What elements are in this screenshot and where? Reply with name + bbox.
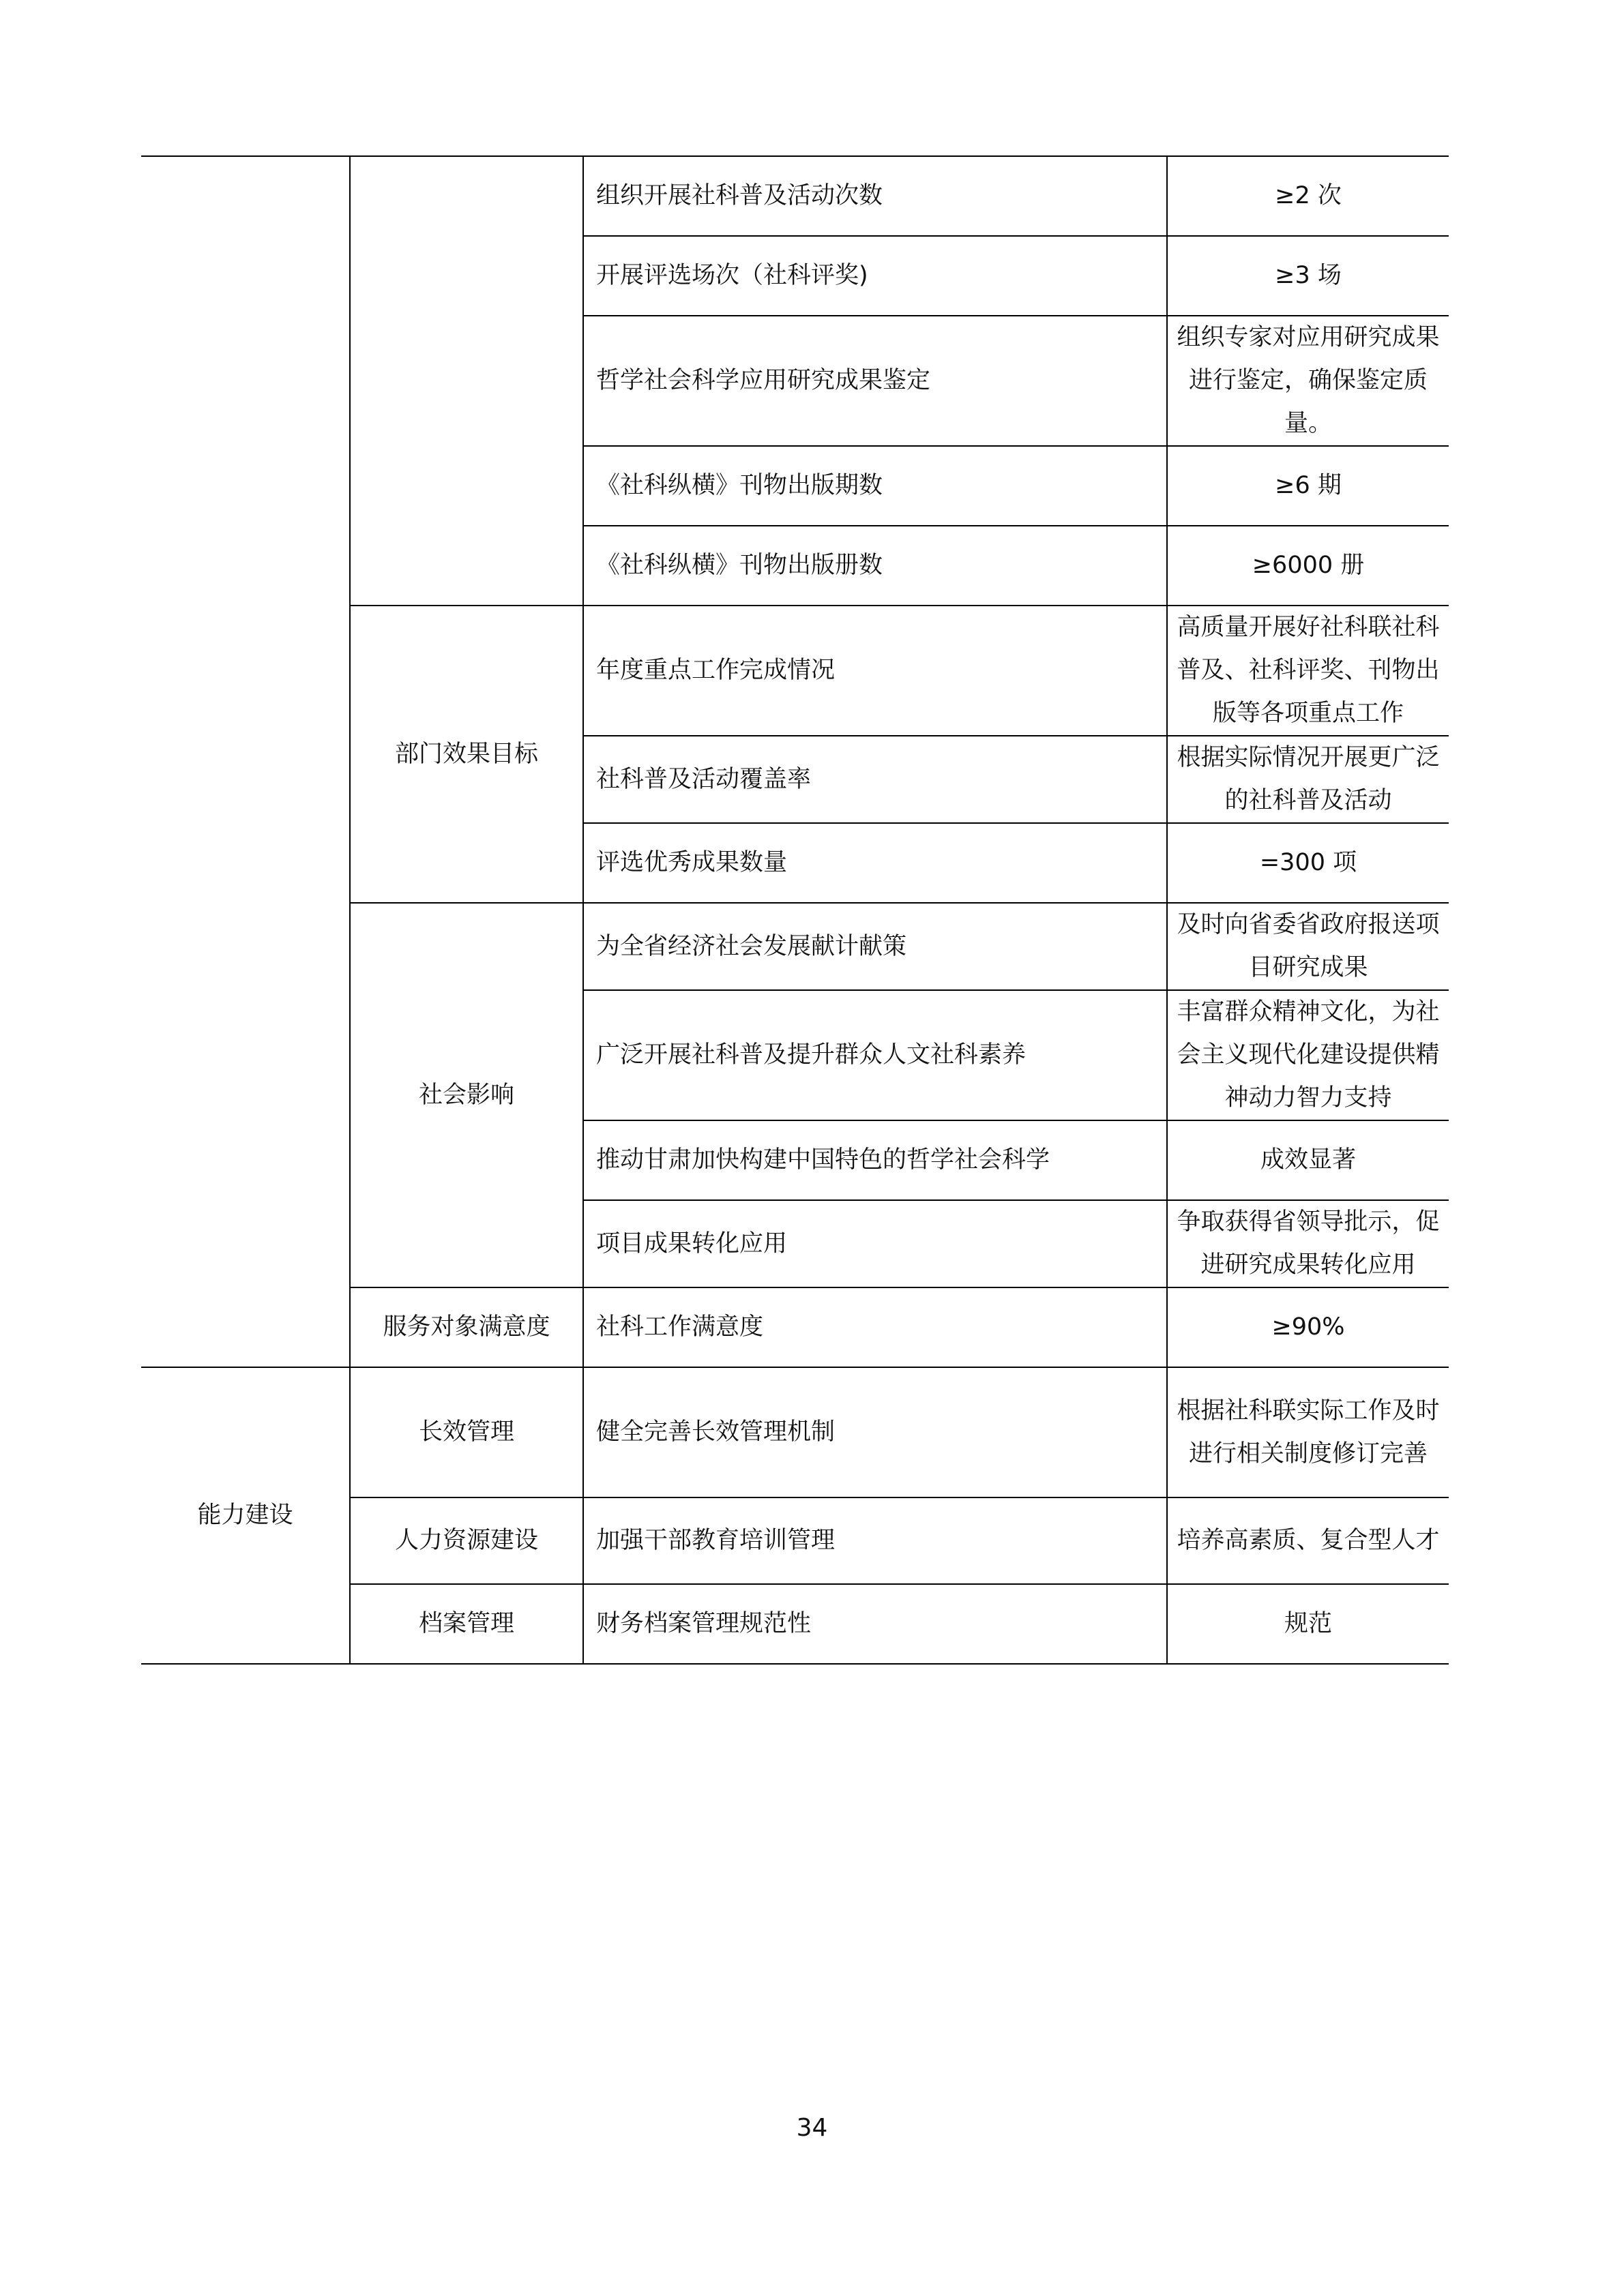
table-row [141,156,1449,236]
target-cell: ≥2 次 [1167,156,1449,236]
indicator-cell: 广泛开展社科普及提升群众人文社科素养 [583,990,1167,1120]
level2-cell: 部门效果目标 [350,606,583,903]
level2-cell: 人力资源建设 [350,1497,583,1584]
indicator-cell: 项目成果转化应用 [583,1200,1167,1287]
target-cell: 争取获得省领导批示，促进研究成果转化应用 [1167,1200,1449,1287]
indicator-cell: 哲学社会科学应用研究成果鉴定 [583,316,1167,446]
target-cell: 丰富群众精神文化，为社会主义现代化建设提供精神动力智力支持 [1167,990,1449,1120]
indicator-cell: 年度重点工作完成情况 [583,606,1167,736]
indicator-cell: 评选优秀成果数量 [583,823,1167,903]
target-cell: 根据实际情况开展更广泛的社科普及活动 [1167,736,1449,823]
indicator-cell: 开展评选场次（社科评奖) [583,236,1167,316]
level2-cell: 服务对象满意度 [350,1287,583,1367]
target-cell: ≥6 期 [1167,446,1449,526]
level2-cell [350,156,583,606]
target-cell: 组织专家对应用研究成果进行鉴定，确保鉴定质量。 [1167,316,1449,446]
indicator-cell: 社科普及活动覆盖率 [583,736,1167,823]
target-cell: ≥3 场 [1167,236,1449,316]
target-cell: 规范 [1167,1584,1449,1664]
performance-indicator-table [141,155,1449,1665]
level2-cell: 社会影响 [350,903,583,1287]
indicator-cell: 《社科纵横》刊物出版册数 [583,526,1167,606]
target-cell: 成效显著 [1167,1120,1449,1200]
performance-table-wrapper [141,155,1449,1665]
level2-cell: 档案管理 [350,1584,583,1664]
indicator-cell: 加强干部教育培训管理 [583,1497,1167,1584]
indicator-cell: 为全省经济社会发展献计献策 [583,903,1167,990]
table-row [141,1367,1449,1497]
target-cell: 及时向省委省政府报送项目研究成果 [1167,903,1449,990]
level1-cell: 能力建设 [141,1367,350,1664]
target-cell: 培养高素质、复合型人才 [1167,1497,1449,1584]
level2-cell: 长效管理 [350,1367,583,1497]
indicator-cell: 推动甘肃加快构建中国特色的哲学社会科学 [583,1120,1167,1200]
target-cell: 根据社科联实际工作及时进行相关制度修订完善 [1167,1367,1449,1497]
indicator-cell: 《社科纵横》刊物出版期数 [583,446,1167,526]
indicator-cell: 组织开展社科普及活动次数 [583,156,1167,236]
level1-cell [141,156,350,1367]
target-cell: ≥6000 册 [1167,526,1449,606]
indicator-cell: 健全完善长效管理机制 [583,1367,1167,1497]
target-cell: ≥90% [1167,1287,1449,1367]
target-cell: 高质量开展好社科联社科普及、社科评奖、刊物出版等各项重点工作 [1167,606,1449,736]
indicator-cell: 财务档案管理规范性 [583,1584,1167,1664]
page-number: 34 [796,2114,828,2142]
indicator-cell: 社科工作满意度 [583,1287,1167,1367]
target-cell: =300 项 [1167,823,1449,903]
